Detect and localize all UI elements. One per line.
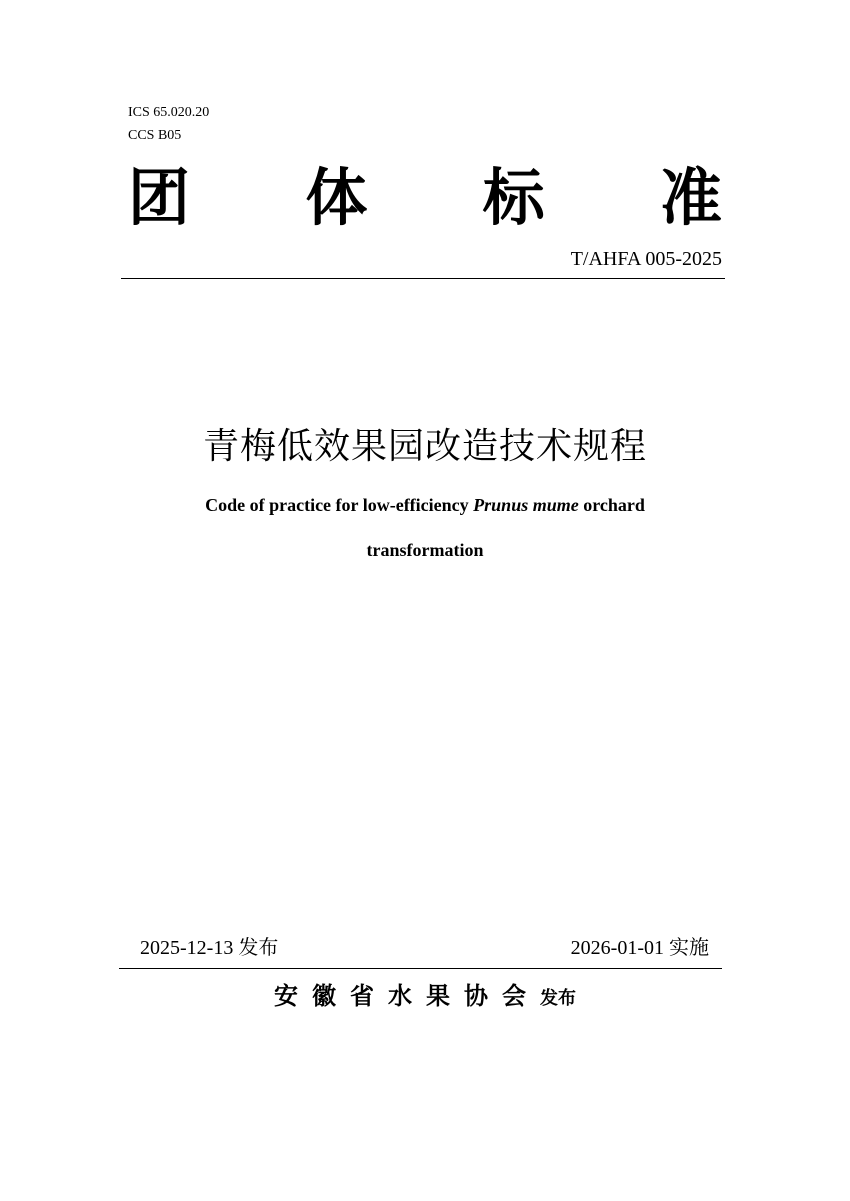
ccs-code: CCS B05	[128, 128, 182, 143]
document-title-en-line1	[0, 494, 850, 516]
publisher-name: 安徽省水果协会	[274, 982, 540, 1010]
publisher	[0, 980, 850, 1015]
document-title-zh: 青梅低效果园改造技术规程	[202, 426, 647, 467]
bottom-divider	[119, 968, 722, 969]
top-divider	[121, 278, 725, 279]
title-en-species: Prunus mume	[473, 495, 579, 515]
publisher-suffix: 发布	[540, 988, 576, 1009]
document-title-en-line2: transformation	[366, 540, 484, 560]
category-char: 标	[482, 161, 545, 234]
standard-category-heading	[128, 158, 722, 238]
category-char: 团	[128, 161, 191, 234]
implement-date: 2026-01-01 实施	[570, 937, 709, 959]
category-char: 体	[305, 161, 368, 234]
title-en-pre: Code of practice for low-efficiency	[205, 495, 474, 515]
ics-code: ICS 65.020.20	[128, 105, 210, 120]
standard-number: T/AHFA 005-2025	[570, 248, 722, 270]
publish-date: 2025-12-13 发布	[140, 937, 279, 959]
title-en-post: orchard	[578, 495, 645, 515]
category-char: 准	[659, 161, 722, 234]
